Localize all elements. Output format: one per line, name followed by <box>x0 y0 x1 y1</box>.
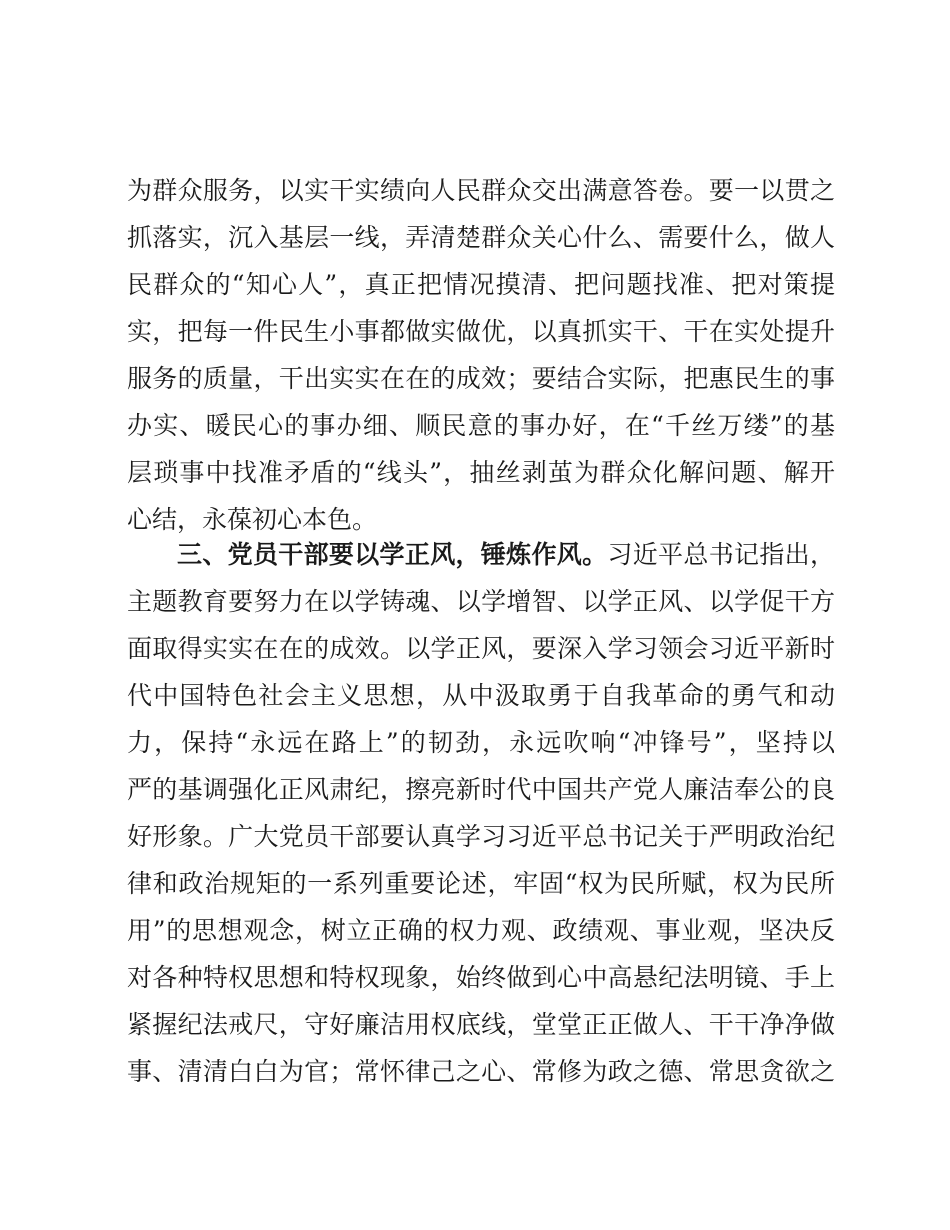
heading-line-rest: 习近平总书记指出， <box>607 540 835 569</box>
paragraph-style <box>127 531 835 1095</box>
text-line: 主题教育要努力在以学铸魂、以学增智、以学正风、以学促干方 <box>127 587 835 616</box>
text-line: 力，保持“永远在路上”的韧劲，永远吹响“冲锋号”，坚持以 <box>127 728 835 757</box>
text-line: 办实、暖民心的事办细、顺民意的事办好，在“千丝万缕”的基 <box>127 411 835 440</box>
text-line: 用”的思想观念，树立正确的权力观、政绩观、事业观，坚决反 <box>127 916 835 945</box>
text-line: 民群众的“知心人”，真正把情况摸清、把问题找准、把对策提 <box>127 270 835 299</box>
text-line: 面取得实实在在的成效。以学正风，要深入学习领会习近平新时 <box>127 634 835 663</box>
text-line: 代中国特色社会主义思想，从中汲取勇于自我革命的勇气和动 <box>127 681 835 710</box>
text-line: 律和政治规矩的一系列重要论述，牢固“权为民所赋，权为民所 <box>127 869 835 898</box>
heading-line <box>127 531 835 578</box>
text-line: 事、清清白白为官；常怀律己之心、常修为政之德、常思贪欲之 <box>127 1057 835 1086</box>
text-line: 紧握纪法戒尺，守好廉洁用权底线，堂堂正正做人、干干净净做 <box>127 1010 835 1039</box>
text-line: 严的基调强化正风肃纪，擦亮新时代中国共产党人廉洁奉公的良 <box>127 775 835 804</box>
text-line: 心结，永葆初心本色。 <box>127 505 378 534</box>
text-line: 对各种特权思想和特权现象，始终做到心中高悬纪法明镜、手上 <box>127 963 835 992</box>
text-line: 抓落实，沉入基层一线，弄清楚群众关心什么、需要什么，做人 <box>127 223 835 252</box>
paragraph-service <box>127 167 835 543</box>
text-line: 好形象。广大党员干部要认真学习习近平总书记关于严明政治纪 <box>127 822 835 851</box>
section-heading: 三、党员干部要以学正风，锤炼作风。 <box>177 540 608 569</box>
text-line: 为群众服务，以实干实绩向人民群众交出满意答卷。要一以贯之 <box>127 176 835 205</box>
text-line: 层琐事中找准矛盾的“线头”，抽丝剥茧为群众化解问题、解开 <box>127 458 835 487</box>
text-line: 服务的质量，干出实实在在的成效；要结合实际，把惠民生的事 <box>127 364 835 393</box>
text-line: 实，把每一件民生小事都做实做优，以真抓实干、干在实处提升 <box>127 317 835 346</box>
